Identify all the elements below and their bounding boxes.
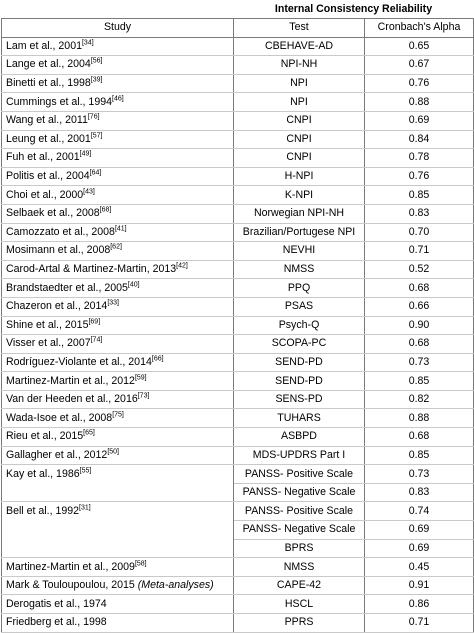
study-name: Derogatis et al., 1974 [6, 597, 107, 610]
study-note: (Meta-analyses) [137, 579, 214, 592]
table-row [2, 539, 474, 558]
test-cell: SCOPA-PC [234, 335, 365, 354]
test-cell: CNPI [234, 149, 365, 168]
study-cell [2, 372, 234, 391]
study-cell [2, 483, 234, 502]
table-row [2, 428, 474, 447]
table-row [2, 390, 474, 409]
table-row [2, 204, 474, 223]
header-test: Test [234, 19, 365, 38]
table-row [2, 502, 474, 521]
study-cell [2, 186, 234, 205]
study-name: Shine et al., 2015 [6, 318, 89, 331]
test-cell: CNPI [234, 111, 365, 130]
table-title: Internal Consistency Reliability [234, 0, 474, 19]
study-name: Lange et al., 2004 [6, 58, 91, 71]
test-cell: Brazilian/Portugese NPI [234, 223, 365, 242]
reference-number: [59] [134, 374, 147, 382]
reference-number: [62] [110, 243, 122, 251]
test-cell: NMSS [234, 558, 365, 577]
table-row [2, 279, 474, 298]
alpha-cell: 0.84 [365, 130, 474, 149]
test-cell: MDS-UPDRS Part I [234, 446, 365, 465]
table-row [2, 558, 474, 577]
table-row [2, 614, 474, 633]
study-name: Martinez-Martin et al., 2009 [6, 560, 135, 573]
test-cell: ASBPD [234, 428, 365, 447]
alpha-cell: 0.90 [365, 316, 474, 335]
table-row [2, 446, 474, 465]
study-cell [2, 223, 234, 242]
alpha-cell: 0.69 [365, 539, 474, 558]
test-cell: K-NPI [234, 186, 365, 205]
study-cell [2, 595, 234, 614]
alpha-cell: 0.74 [365, 502, 474, 521]
test-cell: H-NPI [234, 167, 365, 186]
reference-number: [68] [99, 206, 112, 214]
alpha-cell: 0.88 [365, 409, 474, 428]
alpha-cell: 0.76 [365, 167, 474, 186]
study-name: Chazeron et al., 2014 [6, 300, 108, 313]
study-cell [2, 390, 234, 409]
study-cell [2, 297, 234, 316]
alpha-cell: 0.85 [365, 186, 474, 205]
table-row [2, 74, 474, 93]
study-name: Wang et al., 2011 [6, 114, 88, 127]
study-name: Lam et al., 2001 [6, 39, 82, 52]
table-row [2, 595, 474, 614]
study-cell [2, 130, 234, 149]
reference-number: [39] [90, 76, 103, 84]
header-study: Study [2, 19, 234, 38]
study-name: Choi et al., 2000 [6, 188, 84, 201]
test-cell: PPQ [234, 279, 365, 298]
table-row [2, 409, 474, 428]
alpha-cell: 0.68 [365, 428, 474, 447]
alpha-cell: 0.86 [365, 595, 474, 614]
study-cell [2, 521, 234, 540]
reference-number: [56] [90, 57, 103, 65]
alpha-cell: 0.68 [365, 279, 474, 298]
study-name: Cummings et al., 1994 [6, 95, 112, 108]
study-name: Rieu et al., 2015 [6, 430, 84, 443]
study-cell [2, 428, 234, 447]
study-name: Carod-Artal & Martinez-Martin, 2013 [6, 263, 177, 276]
study-cell [2, 465, 234, 484]
table-row [2, 149, 474, 168]
alpha-cell: 0.71 [365, 614, 474, 633]
study-name: Binetti et al., 1998 [6, 77, 91, 90]
table-row [2, 483, 474, 502]
test-cell: NEVHI [234, 242, 365, 261]
test-cell: PANSS- Negative Scale [234, 521, 365, 540]
study-cell [2, 502, 234, 521]
alpha-cell: 0.69 [365, 111, 474, 130]
test-cell: CNPI [234, 130, 365, 149]
test-cell: CBEHAVE-AD [234, 37, 365, 56]
alpha-cell: 0.73 [365, 353, 474, 372]
study-cell [2, 242, 234, 261]
test-cell: PANSS- Positive Scale [234, 502, 365, 521]
alpha-cell: 0.85 [365, 446, 474, 465]
table-row [2, 223, 474, 242]
table-row [2, 56, 474, 75]
test-cell: PANSS- Positive Scale [234, 465, 365, 484]
header-row [2, 19, 474, 38]
alpha-cell: 0.52 [365, 260, 474, 279]
study-cell [2, 56, 234, 75]
study-name: Mark & Touloupoulou, 2015 [6, 579, 138, 592]
alpha-cell: 0.88 [365, 93, 474, 112]
alpha-cell: 0.67 [365, 56, 474, 75]
study-name: Camozzato et al., 2008 [6, 225, 115, 238]
study-name: Visser et al., 2007 [6, 337, 91, 350]
reference-number: [33] [107, 299, 119, 307]
alpha-cell: 0.68 [365, 335, 474, 354]
table-row [2, 316, 474, 335]
reference-number: [43] [83, 188, 95, 196]
study-name: Kay et al., 1986 [6, 467, 80, 480]
reference-number: [40] [127, 281, 140, 289]
study-cell [2, 74, 234, 93]
reference-number: [46] [112, 95, 124, 103]
study-cell [2, 279, 234, 298]
reference-number: [34] [81, 39, 94, 47]
test-cell: PPRS [234, 614, 365, 633]
table-row [2, 297, 474, 316]
study-name: Politis et al., 2004 [6, 170, 90, 183]
study-name: Friedberg et al., 1998 [6, 616, 107, 629]
alpha-cell: 0.82 [365, 390, 474, 409]
study-cell [2, 316, 234, 335]
header-alpha: Cronbach's Alpha [365, 19, 474, 38]
test-cell: NPI [234, 93, 365, 112]
study-cell [2, 260, 234, 279]
table-row [2, 260, 474, 279]
study-name: Brandstaedter et al., 2005 [6, 281, 128, 294]
alpha-cell: 0.83 [365, 483, 474, 502]
table-row [2, 576, 474, 595]
alpha-cell: 0.76 [365, 74, 474, 93]
table-row [2, 93, 474, 112]
study-cell [2, 446, 234, 465]
reference-number: [75] [112, 411, 124, 419]
study-name: Mosimann et al., 2008 [6, 244, 111, 257]
table-row [2, 167, 474, 186]
table-title-row [2, 0, 474, 19]
alpha-cell: 0.85 [365, 372, 474, 391]
study-name: Leung et al., 2001 [6, 132, 91, 145]
reference-number: [57] [90, 132, 103, 140]
table-row [2, 186, 474, 205]
test-cell: HSCL [234, 595, 365, 614]
alpha-cell: 0.65 [365, 37, 474, 56]
study-cell [2, 576, 234, 595]
alpha-cell: 0.83 [365, 204, 474, 223]
table-row [2, 372, 474, 391]
table-row [2, 465, 474, 484]
alpha-cell: 0.69 [365, 521, 474, 540]
test-cell: Psych-Q [234, 316, 365, 335]
study-cell [2, 93, 234, 112]
reference-number: [31] [79, 504, 91, 512]
reference-number: [64] [89, 169, 102, 177]
reference-number: [66] [151, 355, 164, 363]
test-cell: SEND-PD [234, 372, 365, 391]
table-row [2, 521, 474, 540]
reference-number: [73] [137, 392, 150, 400]
reference-number: [74] [90, 336, 103, 344]
test-cell: SEND-PD [234, 353, 365, 372]
alpha-cell: 0.73 [365, 465, 474, 484]
alpha-cell: 0.71 [365, 242, 474, 261]
study-name: Selbaek et al., 2008 [6, 207, 100, 220]
test-cell: PSAS [234, 297, 365, 316]
study-cell [2, 353, 234, 372]
test-cell: SENS-PD [234, 390, 365, 409]
study-name: Van der Heeden et al., 2016 [6, 393, 138, 406]
alpha-cell: 0.78 [365, 149, 474, 168]
study-cell [2, 167, 234, 186]
table-row [2, 37, 474, 56]
study-cell [2, 335, 234, 354]
reference-number: [42] [176, 262, 188, 270]
table-row [2, 353, 474, 372]
reference-number: [50] [107, 448, 119, 456]
study-cell [2, 149, 234, 168]
reference-number: [65] [83, 429, 95, 437]
test-cell: NPI [234, 74, 365, 93]
test-cell: TUHARS [234, 409, 365, 428]
study-cell [2, 539, 234, 558]
reference-number: [69] [88, 318, 101, 326]
study-cell [2, 111, 234, 130]
test-cell: NMSS [234, 260, 365, 279]
table-row [2, 130, 474, 149]
alpha-cell: 0.70 [365, 223, 474, 242]
study-cell [2, 37, 234, 56]
study-name: Rodríguez-Violante et al., 2014 [6, 355, 152, 368]
reference-number: [76] [87, 113, 100, 121]
study-cell [2, 614, 234, 633]
table-row [2, 242, 474, 261]
table-row [2, 335, 474, 354]
alpha-cell: 0.91 [365, 576, 474, 595]
reference-number: [49] [79, 150, 92, 158]
reliability-table [1, 0, 474, 633]
study-name: Gallagher et al., 2012 [6, 448, 108, 461]
reference-number: [55] [79, 467, 92, 475]
alpha-cell: 0.45 [365, 558, 474, 577]
test-cell: Norwegian NPI-NH [234, 204, 365, 223]
reference-number: [41] [114, 225, 127, 233]
test-cell: PANSS- Negative Scale [234, 483, 365, 502]
test-cell: BPRS [234, 539, 365, 558]
test-cell: CAPE-42 [234, 576, 365, 595]
table-row [2, 111, 474, 130]
test-cell: NPI-NH [234, 56, 365, 75]
study-cell [2, 204, 234, 223]
study-cell [2, 409, 234, 428]
study-name: Fuh et al., 2001 [6, 151, 80, 164]
reference-number: [58] [134, 559, 147, 567]
study-name: Bell et al., 1992 [6, 504, 80, 517]
study-name: Martinez-Martin et al., 2012 [6, 374, 135, 387]
alpha-cell: 0.66 [365, 297, 474, 316]
study-cell [2, 558, 234, 577]
study-name: Wada-Isoe et al., 2008 [6, 411, 113, 424]
